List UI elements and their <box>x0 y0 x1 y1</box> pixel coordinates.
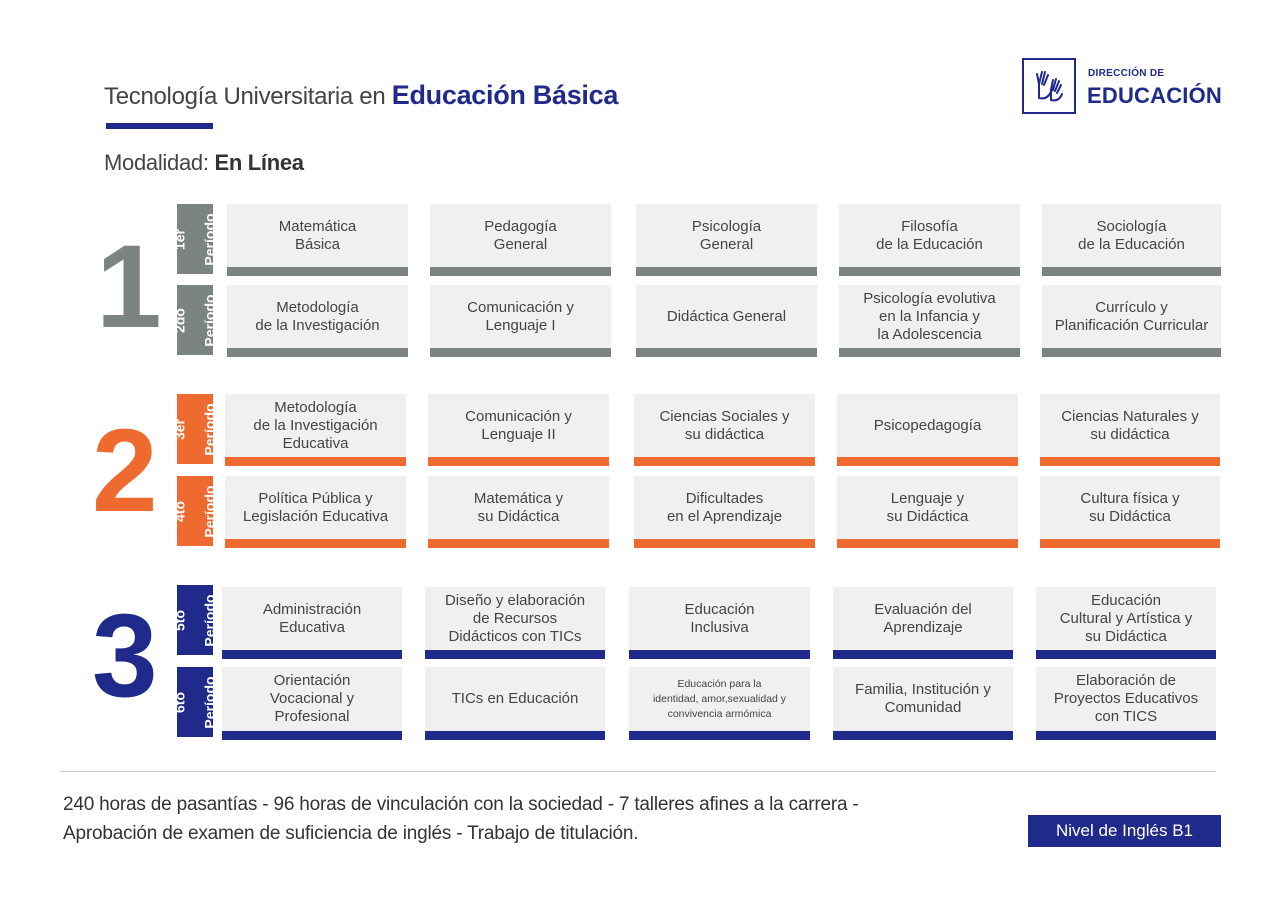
modalidad-label: Modalidad: <box>104 150 209 175</box>
year-number-1: 1 <box>96 221 162 353</box>
english-level-badge: Nivel de Inglés B1 <box>1028 815 1221 847</box>
course-card: Psicología evolutiva en la Infancia y la Adolescencia <box>839 285 1020 357</box>
course-card: Educación Inclusiva <box>629 587 810 659</box>
period-tab-1 <box>171 204 218 274</box>
period-label-word: Período <box>201 212 218 266</box>
course-card: Política Pública y Legislación Educativa <box>225 476 406 548</box>
page-title <box>104 80 618 111</box>
course-card: Filosofía de la Educación <box>839 204 1020 276</box>
course-card: Ciencias Naturales y su didáctica <box>1040 394 1220 466</box>
course-card: Elaboración de Proyectos Educativos con TICS <box>1036 667 1216 740</box>
course-card: Ciencias Sociales y su didáctica <box>634 394 815 466</box>
period-tab-5 <box>171 585 218 655</box>
course-card: Matemática y su Didáctica <box>428 476 609 548</box>
course-card: TICs en Educación <box>425 667 605 740</box>
period-tab-3 <box>171 394 218 464</box>
course-card: Sociología de la Educación <box>1042 204 1221 276</box>
course-card: Psicopedagogía <box>837 394 1018 466</box>
year-number-3: 3 <box>92 590 158 722</box>
course-card: Didáctica General <box>636 285 817 357</box>
course-card: Evaluación del Aprendizaje <box>833 587 1013 659</box>
period-label-word: Período <box>201 675 218 729</box>
period-label-num: 2do <box>171 307 188 333</box>
course-card: Familia, Institución y Comunidad <box>833 667 1013 740</box>
period-label-num: 1er <box>171 228 188 250</box>
period-tab-2 <box>171 285 218 355</box>
logo-line2: EDUCACIÓN <box>1087 83 1223 108</box>
period-label-num: 6to <box>171 691 188 713</box>
course-card: Administración Educativa <box>222 587 402 659</box>
period-label-word: Período <box>201 484 218 538</box>
period-label-num: 4to <box>171 500 188 522</box>
course-card: Educación Cultural y Artística y su Didáctica <box>1036 587 1216 659</box>
course-card: Matemática Básica <box>227 204 408 276</box>
year-number-2: 2 <box>92 405 158 537</box>
title-program: Educación Básica <box>391 80 619 110</box>
modalidad-value: En Línea <box>214 150 304 175</box>
period-tab-4 <box>171 476 218 546</box>
course-card: Cultura física y su Didáctica <box>1040 476 1220 548</box>
course-card: Dificultades en el Aprendizaje <box>634 476 815 548</box>
course-card: Lenguaje y su Didáctica <box>837 476 1018 548</box>
course-card: Comunicación y Lenguaje II <box>428 394 609 466</box>
title-underline <box>106 123 213 129</box>
period-label-word: Período <box>201 402 218 456</box>
course-card: Orientación Vocacional y Profesional <box>222 667 402 740</box>
course-card: Metodología de la Investigación <box>227 285 408 357</box>
course-card: Currículo y Planificación Curricular <box>1042 285 1221 357</box>
logo-line1: DIRECCIÓN DE <box>1088 68 1165 79</box>
footer-requirements <box>63 790 859 848</box>
footer-divider <box>60 771 1216 772</box>
footer-line-1: 240 horas de pasantías - 96 horas de vinculación con la sociedad - 7 talleres afines a la carrera - <box>63 794 859 815</box>
course-card: Educación para la identidad, amor,sexualidad y convivencia armómica <box>629 667 810 740</box>
course-card: Diseño y elaboración de Recursos Didácticos con TICs <box>425 587 605 659</box>
course-card: Pedagogía General <box>430 204 611 276</box>
footer-line-2: Aprobación de examen de suficiencia de inglés - Trabajo de titulación. <box>63 823 639 844</box>
period-label-word: Período <box>201 293 218 347</box>
title-prefix: Tecnología Universitaria en <box>104 83 386 110</box>
modalidad <box>104 150 304 176</box>
period-tab-6 <box>171 667 218 737</box>
period-label-word: Período <box>201 593 218 647</box>
course-card: Metodología de la Investigación Educativa <box>225 394 406 466</box>
course-card: Comunicación y Lenguaje I <box>430 285 611 357</box>
hands-icon <box>1029 66 1069 106</box>
period-label-num: 3er <box>171 418 188 440</box>
logo-box <box>1022 58 1076 114</box>
period-label-num: 5to <box>171 609 188 631</box>
course-card: Psicología General <box>636 204 817 276</box>
